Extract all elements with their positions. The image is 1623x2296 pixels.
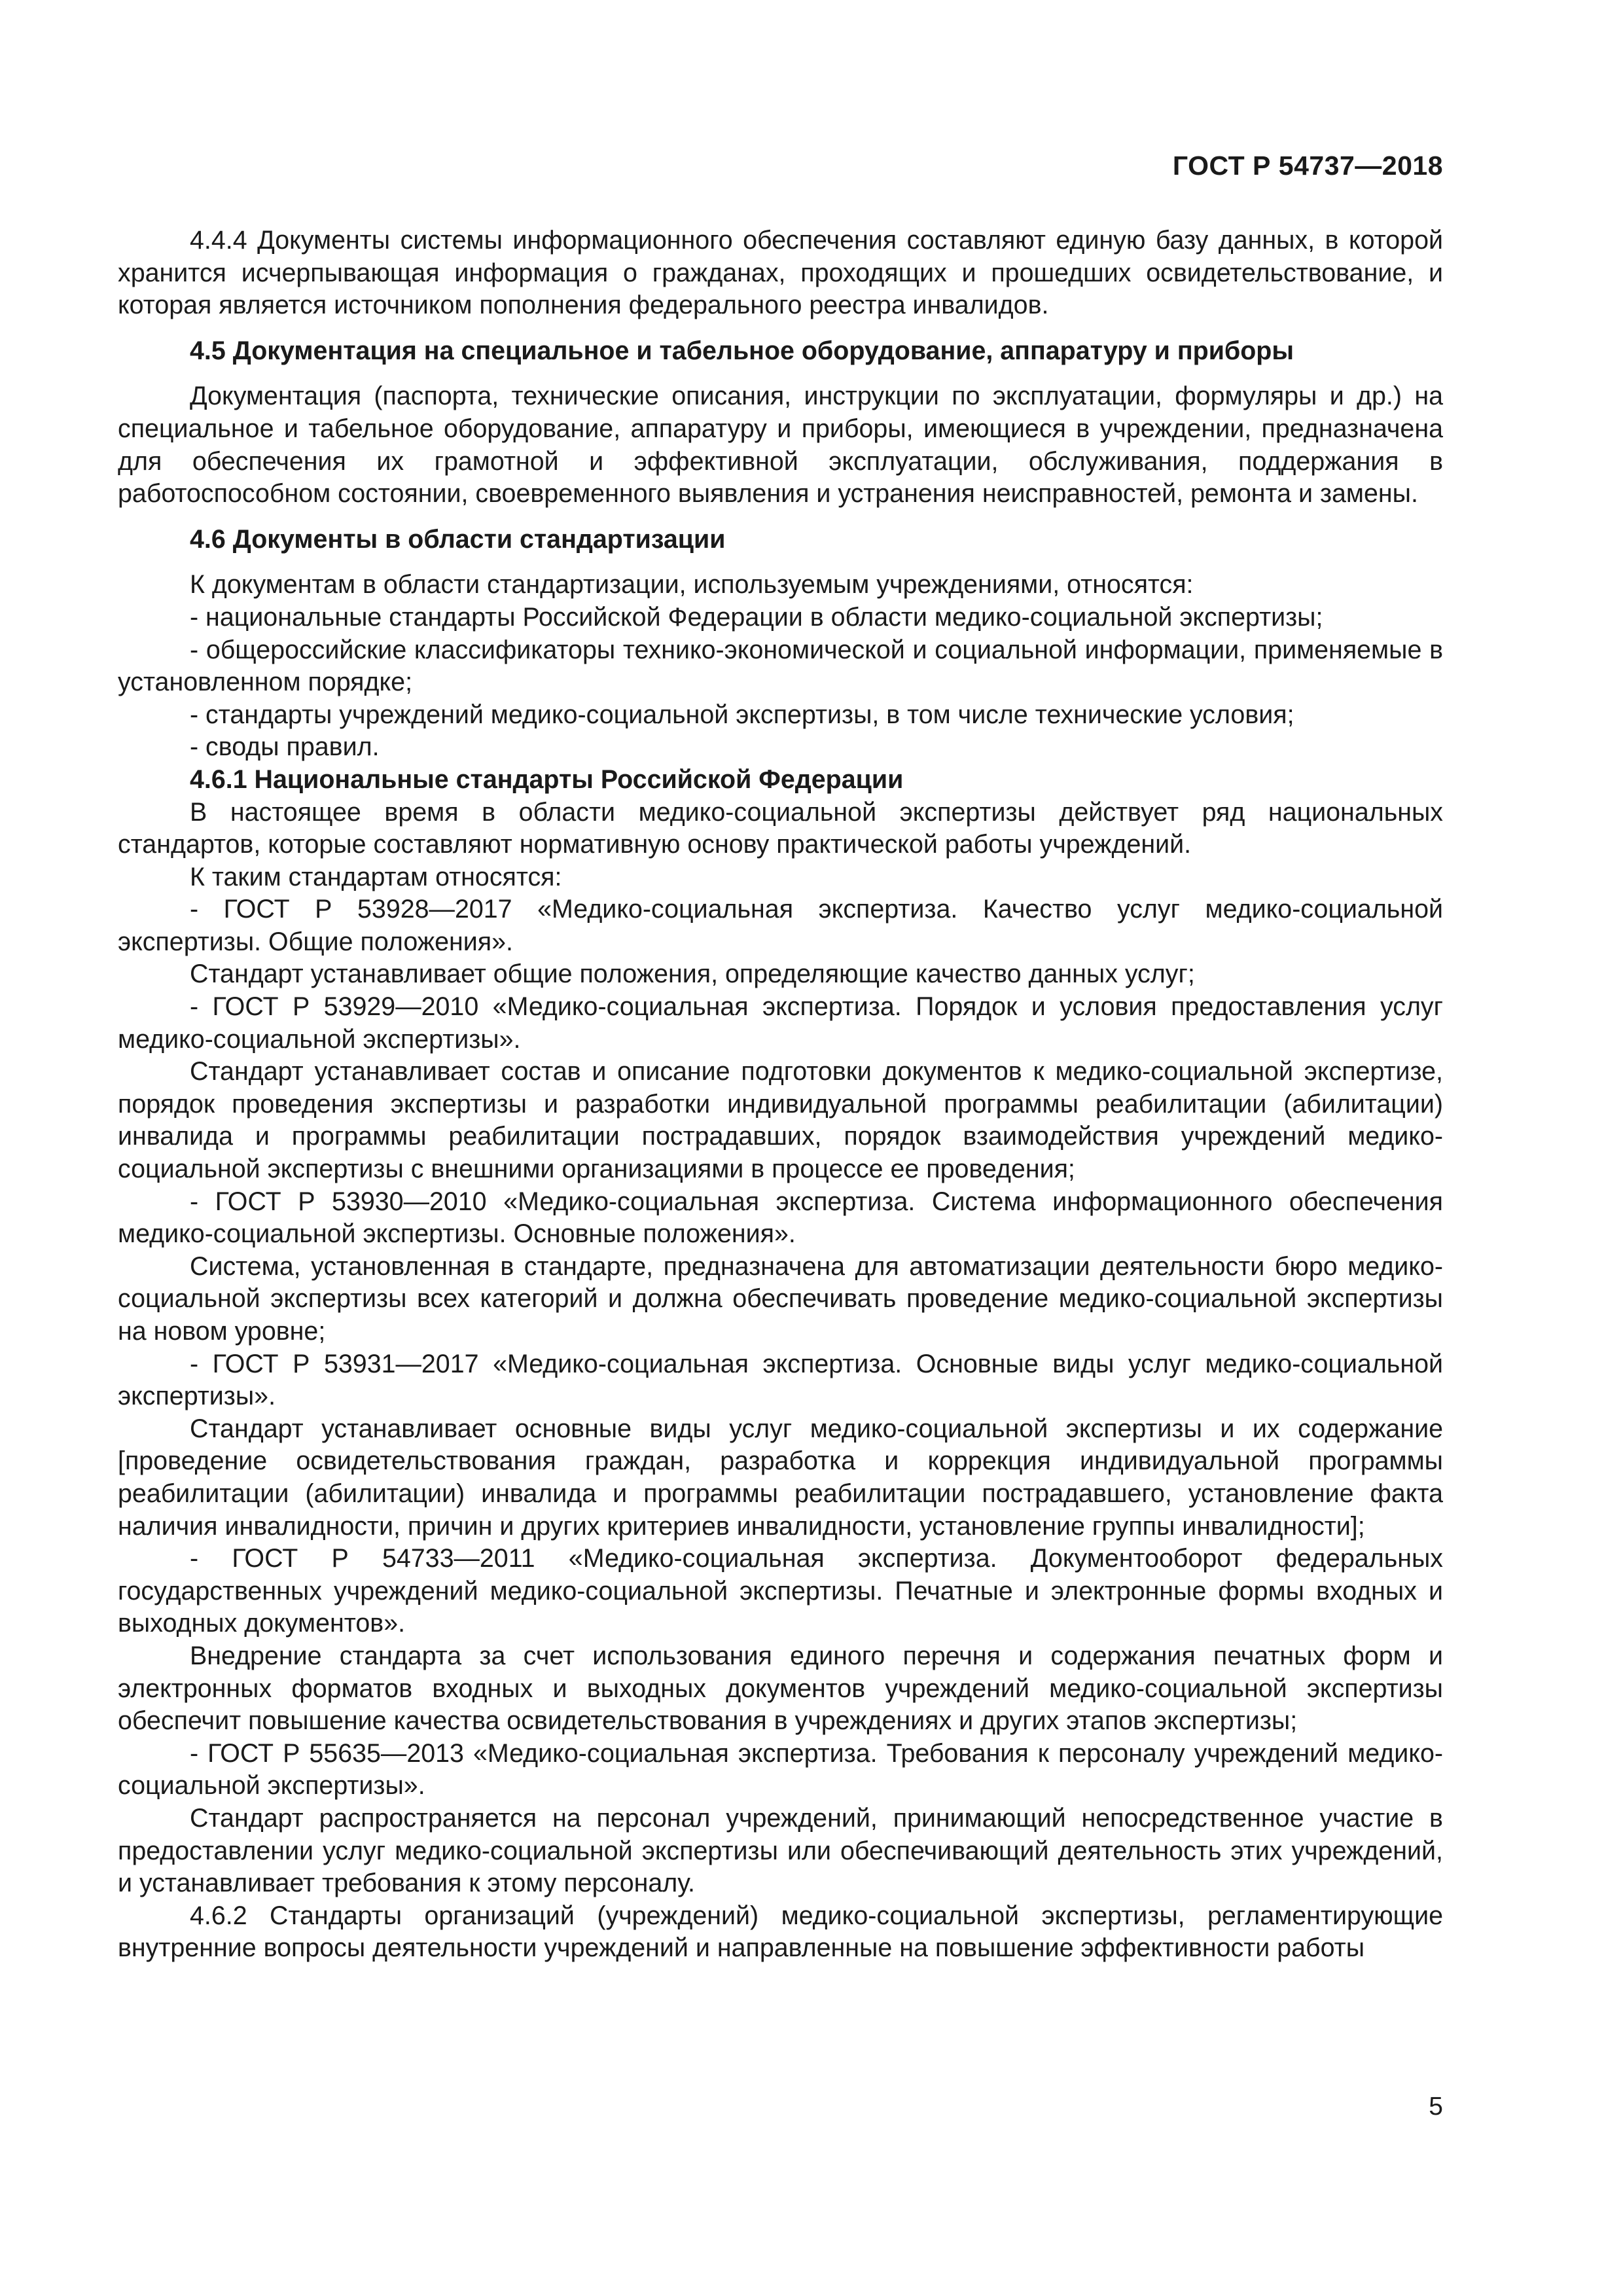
document-body <box>118 224 1443 1965</box>
list-item-codes-of-practice: - своды правил. <box>190 732 380 762</box>
section-heading-4-5: 4.5 Документация на специальное и табельное оборудование, аппаратуру и приборы <box>190 336 1294 365</box>
list-item-gost-55635: - ГОСТ Р 55635—2013 «Медико-социальная экспертиза. Требования к персоналу учреждений медико-социальной экспертизы». <box>118 1738 1443 1801</box>
paragraph-gost-53928-desc: Стандарт устанавливает общие положения, определяющие качество данных услуг; <box>190 960 1195 989</box>
paragraph-4-4-4: 4.4.4 Документы системы информационного обеспечения составляют единую базу данных, в которой хранится исчерпывающая информация о гражданах, проходящих и прошедших освидетельствование, и которая является источником пополнения федерального реестра инвалидов. <box>118 226 1443 320</box>
paragraph-gost-53930-desc: Система, установленная в стандарте, предназначена для автоматизации деятельности бюро медико-социальной экспертизы всех категорий и должна обеспечивать проведение медико-социальной экспертизы на новом уровне; <box>118 1251 1443 1346</box>
document-code-header: ГОСТ Р 54737—2018 <box>1172 151 1443 181</box>
list-item-classifiers: - общероссийские классификаторы технико-экономической и социальной информации, применяемые в установленном порядке; <box>118 635 1443 697</box>
paragraph-gost-53929-desc: Стандарт устанавливает состав и описание подготовки документов к медико-социальной экспертизе, порядок проведения экспертизы и разработки индивидуальной программы реабилитации (абилитации) инвалида и программы реабилитации пострадавших, порядок взаимодействия учреждений медико-социальной экспертизы с внешними организациями в процессе ее проведения; <box>118 1057 1443 1184</box>
section-heading-4-6-1: 4.6.1 Национальные стандарты Российской Федерации <box>190 764 904 794</box>
paragraph-gost-55635-desc: Стандарт распространяется на персонал учреждений, принимающий непосредственное участие в предоставлении услуг медико-социальной экспертизы или обеспечивающий деятельность этих учреждений, и устанавливает требования к этому персоналу. <box>118 1803 1443 1898</box>
list-item-gost-53931: - ГОСТ Р 53931—2017 «Медико-социальная экспертиза. Основные виды услуг медико-социальной экспертизы». <box>118 1349 1443 1411</box>
page-number: 5 <box>1429 2092 1443 2121</box>
paragraph-standards-intro: К документам в области стандартизации, используемым учреждениями, относятся: <box>190 570 1194 600</box>
paragraph-equipment-documentation: Документация (паспорта, технические описания, инструкции по эксплуатации, формуляры и др.) на специальное и табельное оборудование, аппаратуру и приборы, имеющиеся в учреждении, предназначена для обеспечения их грамотной и эффективной эксплуатации, обслуживания, поддержания в работоспособном состоянии, своевременного выявления и устранения неисправностей, ремонта и замены. <box>118 382 1443 509</box>
list-item-gost-53928: - ГОСТ Р 53928—2017 «Медико-социальная экспертиза. Качество услуг медико-социальной экспертизы. Общие положения». <box>118 895 1443 956</box>
list-item-gost-53930: - ГОСТ Р 53930—2010 «Медико-социальная экспертиза. Система информационного обеспечения медико-социальной экспертизы. Основные положения». <box>118 1187 1443 1249</box>
document-page <box>118 0 1443 2296</box>
list-item-gost-54733: - ГОСТ Р 54733—2011 «Медико-социальная экспертиза. Документооборот федеральных государственных учреждений медико-социальной экспертизы. Печатные и электронные формы входных и выходных документов». <box>118 1544 1443 1638</box>
paragraph-gost-54733-desc: Внедрение стандарта за счет использования единого перечня и содержания печатных форм и электронных форматов входных и выходных документов учреждений медико-социальной экспертизы обеспечит повышение качества освидетельствования в учреждениях и других этапов экспертизы; <box>118 1641 1443 1736</box>
list-item-gost-53929: - ГОСТ Р 53929—2010 «Медико-социальная экспертиза. Порядок и условия предоставления услуг медико-социальной экспертизы». <box>118 992 1443 1054</box>
paragraph-gost-53931-desc: Стандарт устанавливает основные виды услуг медико-социальной экспертизы и их содержание [проведение освидетельствования граждан, разработка и коррекция индивидуальной программы реабилитации (абилитации) инвалида и программы реабилитации пострадавшего, установление факта наличия инвалидности, причин и других критериев инвалидности, установление группы инвалидности]; <box>118 1414 1443 1541</box>
section-heading-4-6: 4.6 Документы в области стандартизации <box>190 524 726 554</box>
paragraph-national-standards-intro: В настоящее время в области медико-социальной экспертизы действует ряд национальных стандартов, которые составляют нормативную основу практической работы учреждений. <box>118 797 1443 859</box>
list-item-institution-standards: - стандарты учреждений медико-социальной экспертизы, в том числе технические условия; <box>190 700 1294 729</box>
paragraph-4-6-2: 4.6.2 Стандарты организаций (учреждений) медико-социальной экспертизы, регламентирующие внутренние вопросы деятельности учреждений и направленные на повышение эффективности работы <box>118 1901 1443 1963</box>
list-item-national-standards: - национальные стандарты Российской Федерации в области медико-социальной экспертизы; <box>190 602 1323 632</box>
paragraph-standards-list-intro: К таким стандартам относятся: <box>190 862 562 891</box>
